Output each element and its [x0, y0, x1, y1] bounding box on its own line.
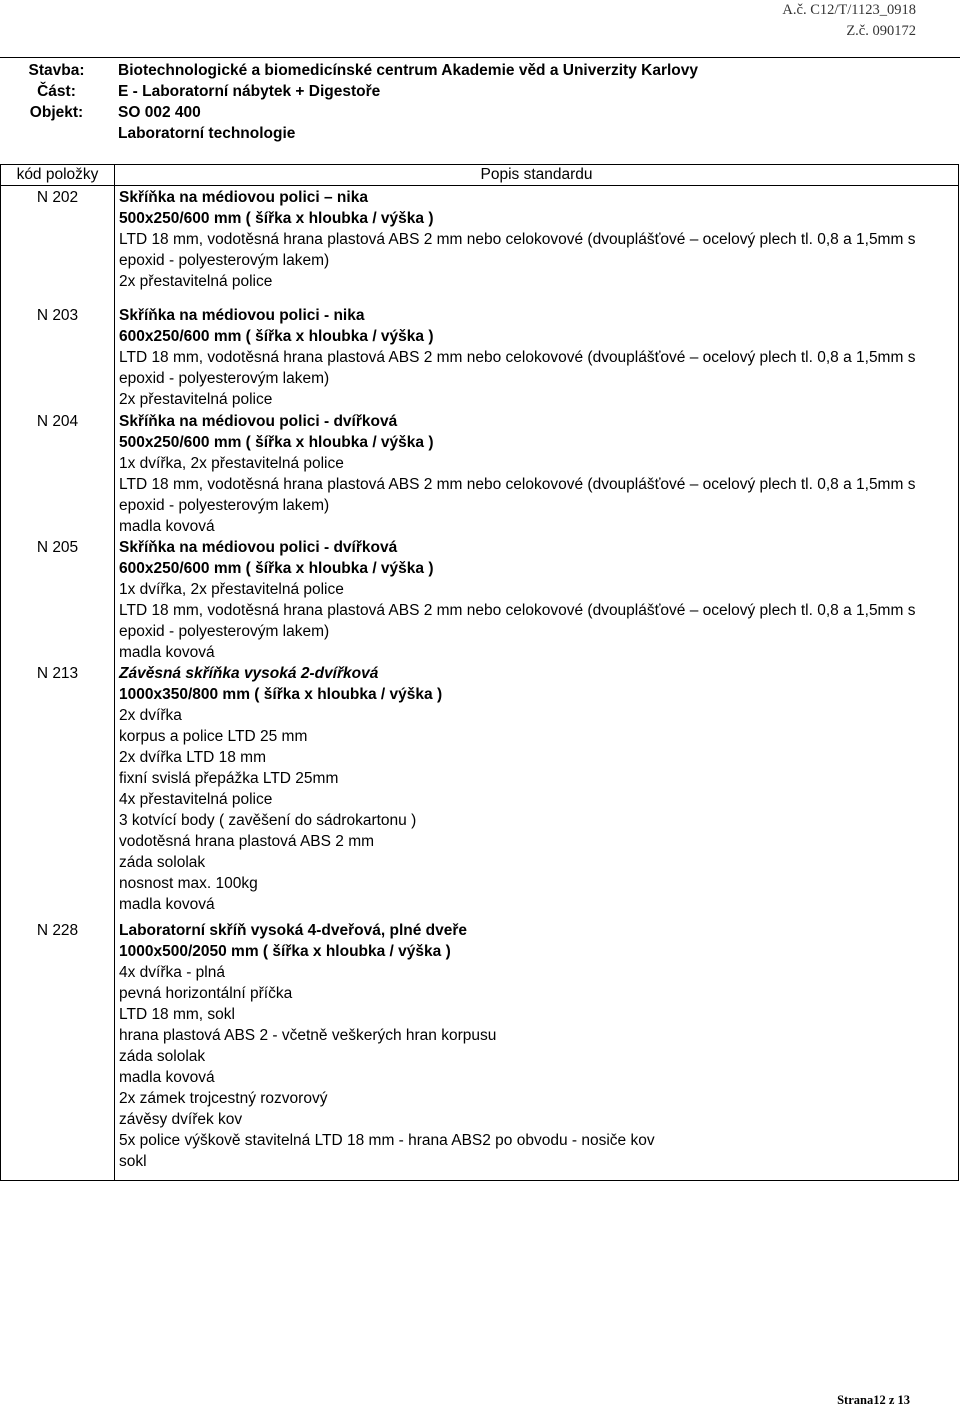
- item-line: LTD 18 mm, vodotěsná hrana plastová ABS 2 mm nebo celokovové (dvouplášťové – ocelový plech tl. 0,8 a 1,5mm s epoxid - polyesterovým lakem): [119, 602, 916, 640]
- item-dimensions: 600x250/600 mm ( šířka x hloubka / výška ): [119, 328, 434, 345]
- item-line: hrana plastová ABS 2 - včetně veškerých hran korpusu: [119, 1027, 497, 1044]
- item-title: Laboratorní skříň vysoká 4-dveřová, plné dveře: [119, 922, 468, 939]
- item-description: [119, 187, 923, 292]
- cast-label: Část:: [37, 83, 76, 100]
- items-table: [0, 164, 959, 1181]
- item-description: [119, 411, 923, 537]
- item-line: 1x dvířka, 2x přestavitelná police: [119, 581, 344, 598]
- item-line: 4x přestavitelná police: [119, 791, 273, 808]
- item-line: LTD 18 mm, vodotěsná hrana plastová ABS 2 mm nebo celokovové (dvouplášťové – ocelový plech tl. 0,8 a 1,5mm s epoxid - polyesterovým lakem): [119, 231, 916, 269]
- item-line: vodotěsná hrana plastová ABS 2 mm: [119, 833, 375, 850]
- item-dimensions: 600x250/600 mm ( šířka x hloubka / výška ): [119, 560, 434, 577]
- item-code: N 213: [36, 665, 79, 682]
- item-line: 2x dvířka: [119, 707, 182, 724]
- item-code: N 228: [36, 922, 79, 939]
- item-line: fixní svislá přepážka LTD 25mm: [119, 770, 339, 787]
- item-line: záda sololak: [119, 1048, 206, 1065]
- stavba-value: Biotechnologické a biomedicínské centrum Akademie věd a Univerzity Karlovy: [118, 62, 699, 79]
- header-divider: [1, 185, 958, 186]
- document-reference: [782, 0, 916, 42]
- item-description: [119, 537, 923, 663]
- item-line: madla kovová: [119, 1069, 215, 1086]
- item-line: 2x přestavitelná police: [119, 273, 273, 290]
- item-line: 1x dvířka, 2x přestavitelná police: [119, 455, 344, 472]
- item-line: 3 kotvící body ( zavěšení do sádrokartonu ): [119, 812, 417, 829]
- item-line: sokl: [119, 1153, 147, 1170]
- column-divider: [114, 165, 115, 1180]
- item-code: N 202: [36, 189, 79, 206]
- item-code: N 203: [36, 307, 79, 324]
- item-dimensions: 500x250/600 mm ( šířka x hloubka / výška ): [119, 434, 434, 451]
- item-line: 2x přestavitelná police: [119, 391, 273, 408]
- item-line: madla kovová: [119, 896, 215, 913]
- cast-value: E - Laboratorní nábytek + Digestoře: [118, 83, 381, 100]
- objekt-value: SO 002 400: [118, 104, 201, 121]
- item-line: 2x zámek trojcestný rozvorový: [119, 1090, 328, 1107]
- objekt-subtitle: Laboratorní technologie: [118, 125, 296, 142]
- item-title: Skříňka na médiovou polici - dvířková: [119, 413, 398, 430]
- item-line: nosnost max. 100kg: [119, 875, 258, 892]
- column-header-description: Popis standardu: [480, 166, 593, 183]
- item-line: pevná horizontální příčka: [119, 985, 293, 1002]
- item-dimensions: 1000x500/2050 mm ( šířka x hloubka / výška ): [119, 943, 451, 960]
- item-line: LTD 18 mm, sokl: [119, 1006, 235, 1023]
- column-header-code: kód položky: [16, 166, 99, 183]
- item-line: závěsy dvířek kov: [119, 1111, 243, 1128]
- item-title: Skříňka na médiovou polici - nika: [119, 307, 365, 324]
- item-description: [119, 920, 923, 1172]
- document-number: A.č. C12/T/1123_0918: [782, 2, 916, 18]
- item-dimensions: 1000x350/800 mm ( šířka x hloubka / výška ): [119, 686, 443, 703]
- item-description: [119, 663, 923, 915]
- item-line: korpus a police LTD 25 mm: [119, 728, 308, 745]
- item-title: Skříňka na médiovou polici - dvířková: [119, 539, 398, 556]
- item-description: [119, 305, 923, 410]
- item-line: 4x dvířka - plná: [119, 964, 225, 981]
- order-number: Z.č. 090172: [846, 23, 916, 39]
- item-line: 2x dvířka LTD 18 mm: [119, 749, 267, 766]
- item-line: LTD 18 mm, vodotěsná hrana plastová ABS 2 mm nebo celokovové (dvouplášťové – ocelový plech tl. 0,8 a 1,5mm s epoxid - polyesterovým lakem): [119, 476, 916, 514]
- item-line: LTD 18 mm, vodotěsná hrana plastová ABS 2 mm nebo celokovové (dvouplášťové – ocelový plech tl. 0,8 a 1,5mm s epoxid - polyesterovým lakem): [119, 349, 916, 387]
- stavba-label: Stavba:: [28, 62, 85, 79]
- project-header: [0, 57, 960, 165]
- page-number: Strana12 z 13: [837, 1393, 910, 1407]
- item-title: Skříňka na médiovou polici – nika: [119, 189, 368, 206]
- objekt-label: Objekt:: [29, 104, 84, 121]
- item-code: N 205: [36, 539, 79, 556]
- item-code: N 204: [36, 413, 79, 430]
- item-title: Závěsná skříňka vysoká 2-dvířková: [119, 665, 379, 682]
- item-line: madla kovová: [119, 518, 215, 535]
- item-line: záda sololak: [119, 854, 206, 871]
- item-dimensions: 500x250/600 mm ( šířka x hloubka / výška ): [119, 210, 434, 227]
- item-line: madla kovová: [119, 644, 215, 661]
- item-line: 5x police výškově stavitelná LTD 18 mm - hrana ABS2 po obvodu - nosiče kov: [119, 1132, 655, 1149]
